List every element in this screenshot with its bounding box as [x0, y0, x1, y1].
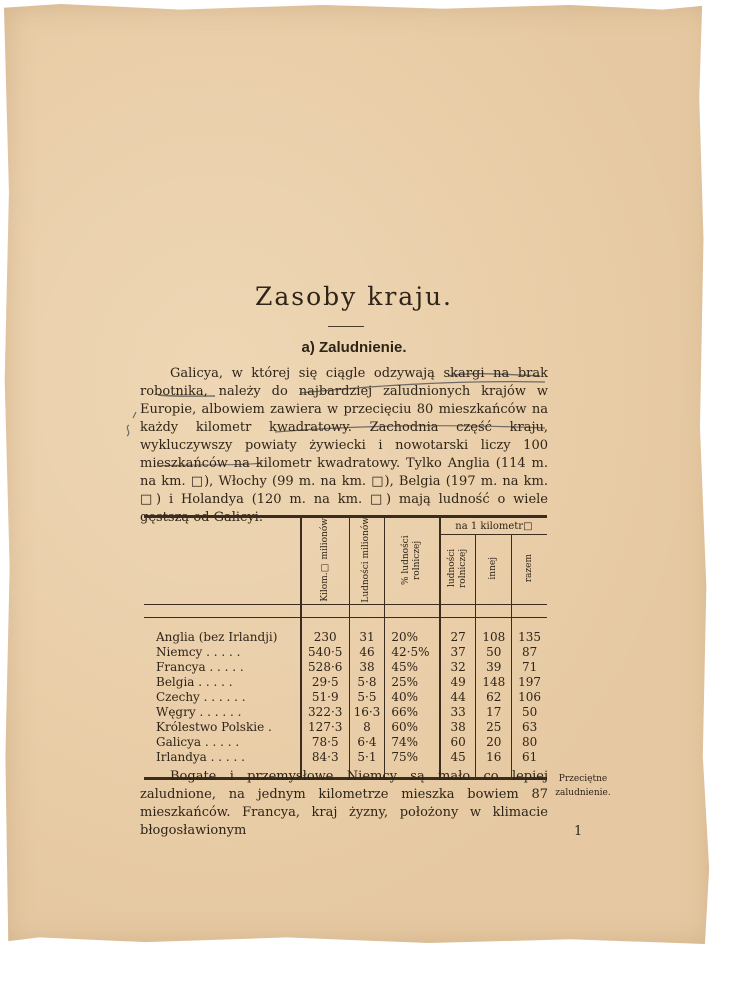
population-cell: 6·4 — [349, 735, 385, 750]
other-per-km-cell: 39 — [476, 660, 512, 675]
total-per-km-cell: 61 — [521, 750, 538, 764]
total-per-km-cell: 71 — [521, 660, 538, 674]
population-cell: 5·8 — [349, 675, 385, 690]
total-per-km-cell: 197 — [518, 675, 542, 689]
agricultural-percent-cell: 25% — [385, 675, 440, 690]
area-cell: 528·6 — [301, 660, 349, 675]
area-cell: 230 — [301, 630, 349, 645]
population-table — [144, 515, 547, 780]
title-divider — [328, 326, 364, 327]
table-row — [144, 645, 547, 660]
population-cell: 31 — [349, 630, 385, 645]
agricultural-percent-cell: 20% — [385, 630, 440, 645]
area-cell: 540·5 — [301, 645, 349, 660]
agricultural-percent-cell: 45% — [385, 660, 440, 675]
other-per-km-cell: 50 — [476, 645, 512, 660]
total-per-km-cell: 87 — [521, 645, 538, 659]
population-cell: 38 — [349, 660, 385, 675]
table-row — [144, 630, 547, 645]
country-name: Anglia (bez Irlandji) — [144, 630, 301, 645]
other-per-km-cell: 20 — [476, 735, 512, 750]
header-population: Ludności milionów — [349, 517, 385, 605]
area-cell: 84·3 — [301, 750, 349, 765]
total-per-km-cell: 50 — [521, 705, 538, 719]
agr-per-km-cell: 32 — [440, 660, 476, 675]
area-cell: 51·9 — [301, 690, 349, 705]
intro-paragraph: Galicya, w której się ciągle odzywają skargi na brak robotnika, należy do najbardziej zaludnionych krajów w Europie, albowiem zawiera w przecięciu 80 mieszkańców na każdy kilometr kwadratowy. Zachodnia część kraju, wykluczywszy powiaty żywiecki i nowotarski liczy 100 mieszkańców na kilometr kwadratowy. Tylko Anglia (114 m. na km. □), Włochy (99 m. na km. □), Belgia (197 m. na km. □) i Holandya (120 m. na km. □) mają ludność o wiele gęstszą od Galicyi. — [140, 366, 548, 525]
country-name: Królestwo Polskie . — [144, 720, 301, 735]
header-agricultural-percent: % ludności rolniczej — [385, 517, 440, 605]
country-name: Belgia . . . . . — [144, 675, 301, 690]
agricultural-percent-cell: 60% — [385, 720, 440, 735]
header-area: Kilom.□ milionów — [301, 517, 349, 605]
country-name: Czechy . . . . . . — [144, 690, 301, 705]
country-name: Galicya . . . . . — [144, 735, 301, 750]
agr-per-km-cell: 49 — [440, 675, 476, 690]
population-cell: 5·1 — [349, 750, 385, 765]
header-group-per-km: na 1 kilometr□ — [440, 517, 547, 535]
population-cell: 46 — [349, 645, 385, 660]
header-blank-cell — [144, 517, 301, 605]
area-cell: 29·5 — [301, 675, 349, 690]
agr-per-km-cell: 44 — [440, 690, 476, 705]
section-subtitle: a) Zaludnienie. — [301, 339, 407, 356]
population-cell: 8 — [349, 720, 385, 735]
closing-paragraph: Bogate i przemysłowe Niemcy są mało co lepiej zaludnione, na jednym kilometrze mieszka bowiem 87 mieszkańców. Francya, kraj żyzny, położony w klimacie błogosławionym — [140, 769, 548, 838]
page-title: Zasoby kraju. — [254, 282, 454, 311]
other-per-km-cell: 25 — [476, 720, 512, 735]
table-row — [144, 660, 547, 675]
agr-per-km-cell: 27 — [440, 630, 476, 645]
total-per-km-cell: 135 — [518, 630, 542, 644]
other-per-km-cell: 62 — [476, 690, 512, 705]
table-row — [144, 735, 547, 750]
margin-note: Przeciętne zaludnienie. — [555, 774, 611, 798]
table-row — [144, 690, 547, 705]
table-row — [144, 675, 547, 690]
agr-per-km-cell: 33 — [440, 705, 476, 720]
total-per-km-cell: 63 — [521, 720, 538, 734]
other-per-km-cell: 108 — [476, 630, 512, 645]
area-cell: 127·3 — [301, 720, 349, 735]
country-name: Niemcy . . . . . — [144, 645, 301, 660]
total-per-km-cell: 80 — [521, 735, 538, 749]
country-name: Węgry . . . . . . — [144, 705, 301, 720]
population-cell: 16·3 — [349, 705, 385, 720]
header-agr-per-km: ludności rolniczej — [440, 535, 476, 605]
area-cell: 78·5 — [301, 735, 349, 750]
agr-per-km-cell: 45 — [440, 750, 476, 765]
agricultural-percent-cell: 42·5% — [385, 645, 440, 660]
country-name: Francya . . . . . — [144, 660, 301, 675]
agricultural-percent-cell: 40% — [385, 690, 440, 705]
table-row — [144, 750, 547, 765]
agr-per-km-cell: 60 — [440, 735, 476, 750]
other-per-km-cell: 148 — [476, 675, 512, 690]
country-name: Irlandya . . . . . — [144, 750, 301, 765]
other-per-km-cell: 17 — [476, 705, 512, 720]
area-cell: 322·3 — [301, 705, 349, 720]
table-row — [144, 705, 547, 720]
header-other-per-km: innej — [476, 535, 512, 605]
population-cell: 5·5 — [349, 690, 385, 705]
agricultural-percent-cell: 74% — [385, 735, 440, 750]
other-per-km-cell: 16 — [476, 750, 512, 765]
header-total-per-km: razem — [524, 553, 535, 583]
total-per-km-cell: 106 — [518, 690, 542, 704]
page-number: 1 — [574, 824, 583, 839]
agricultural-percent-cell: 75% — [385, 750, 440, 765]
table-row — [144, 720, 547, 735]
agricultural-percent-cell: 66% — [385, 705, 440, 720]
agr-per-km-cell: 38 — [440, 720, 476, 735]
agr-per-km-cell: 37 — [440, 645, 476, 660]
